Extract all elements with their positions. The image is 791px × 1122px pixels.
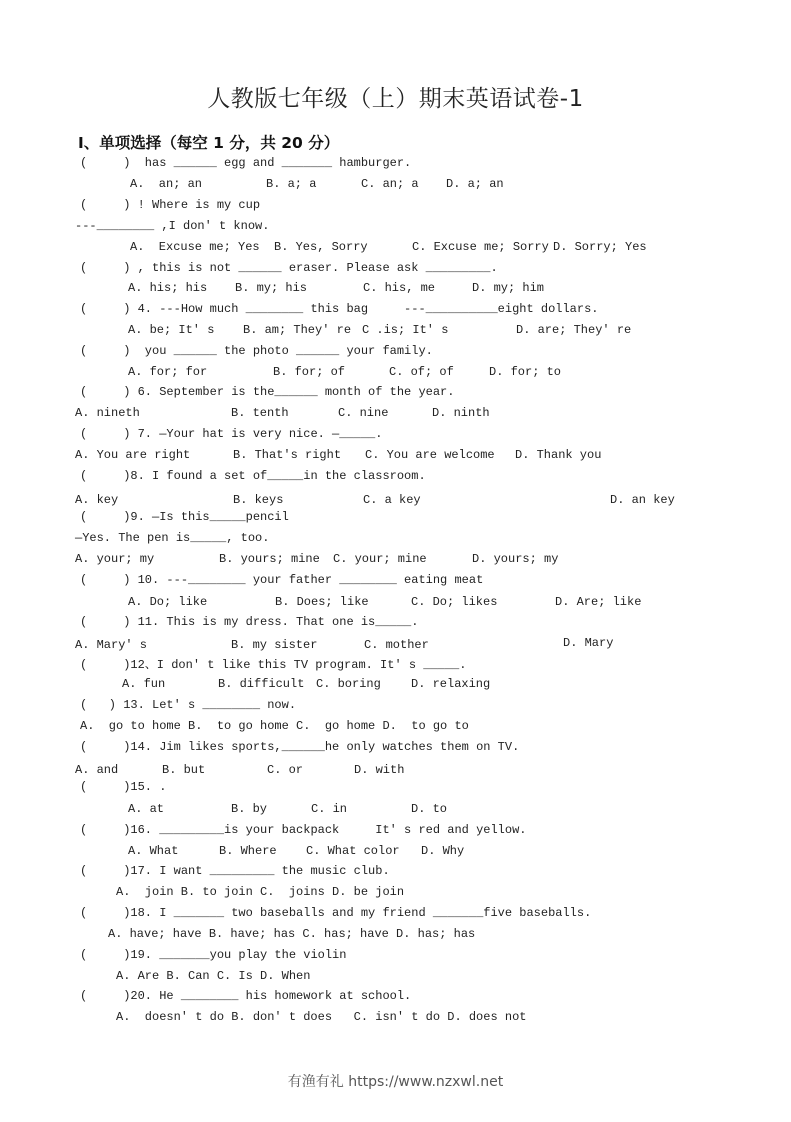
option: B. Does; like (275, 595, 369, 609)
option: D. for; to (489, 365, 562, 379)
option: C. nine (338, 406, 389, 420)
question-stem: ( ) 11. This is my dress. That one is_____. (80, 615, 419, 629)
option: D. to (411, 802, 448, 816)
question-stem: ( ) , this is not ______ eraser. Please ask _________. (80, 261, 498, 275)
option: C. in (311, 802, 348, 816)
option: A. You are right (75, 448, 191, 462)
question-stem: ( )12、I don' t like this TV program. It' s _____. (80, 658, 467, 672)
question-stem: ( ) 7. —Your hat is very nice. —_____. (80, 427, 383, 441)
option: D. yours; my (472, 552, 559, 566)
option: B. Yes, Sorry (274, 240, 368, 254)
option: A. Mary' s (75, 638, 148, 652)
option: C. a key (363, 493, 421, 507)
option: C. his, me (363, 281, 436, 295)
option: B. That's right (233, 448, 342, 462)
option: A. be; It' s (128, 323, 215, 337)
question-stem: ( )8. I found a set of_____in the classroom. (80, 469, 426, 483)
options-line: A. have; have B. have; has C. has; have D. has; has (108, 927, 476, 941)
option: A. nineth (75, 406, 140, 420)
question-stem-continued: —Yes. The pen is_____, too. (75, 531, 270, 545)
option: B. tenth (231, 406, 289, 420)
question-stem: ( ) you ______ the photo ______ your family. (80, 344, 433, 358)
page-title: 人教版七年级（上）期末英语试卷-1 (207, 86, 584, 112)
option: B. my sister (231, 638, 318, 652)
question-stem: ( )19. _______you play the violin (80, 948, 347, 962)
option: B. my; his (235, 281, 308, 295)
option: A. key (75, 493, 119, 507)
options-line: A. join B. to join C. joins D. be join (116, 885, 405, 899)
option: A. fun (122, 677, 166, 691)
option: B. difficult (218, 677, 305, 691)
question-stem: ( ) ! Where is my cup (80, 198, 261, 212)
option: D. Are; like (555, 595, 642, 609)
option: C. of; of (389, 365, 454, 379)
watermark-footer: 有渔有礼 https://www.nzxwl.net (287, 1074, 504, 1090)
question-stem-continued: ---________ ,I don' t know. (75, 219, 270, 233)
option: C. or (267, 763, 304, 777)
question-stem: ( )20. He ________ his homework at school. (80, 989, 412, 1003)
option: B. keys (233, 493, 284, 507)
option: D. ninth (432, 406, 490, 420)
option: B. by (231, 802, 268, 816)
option: B. for; of (273, 365, 346, 379)
question-stem: ( ) 4. ---How much ________ this bag ---__________eight dollars. (80, 302, 599, 316)
option: A. and (75, 763, 119, 777)
option: D. with (354, 763, 405, 777)
option: C. Do; likes (411, 595, 498, 609)
question-stem: ( )14. Jim likes sports,______he only watches them on TV. (80, 740, 520, 754)
option: A. What (128, 844, 179, 858)
question-stem: ( ) 13. Let' s ________ now. (80, 698, 297, 712)
question-stem: ( ) 6. September is the______ month of the year. (80, 385, 455, 399)
option: A. Excuse me; Yes (130, 240, 260, 254)
question-stem: ( )17. I want _________ the music club. (80, 864, 390, 878)
question-stem: ( )18. I _______ two baseballs and my friend _______five baseballs. (80, 906, 592, 920)
question-stem: ( )15. . (80, 780, 167, 794)
option: C. Excuse me; Sorry (412, 240, 549, 254)
option: A. an; an (130, 177, 203, 191)
option: A. your; my (75, 552, 155, 566)
option: D. Thank you (515, 448, 602, 462)
option: D. are; They' re (516, 323, 632, 337)
option: D. my; him (472, 281, 545, 295)
option: B. but (162, 763, 206, 777)
option: D. Sorry; Yes (553, 240, 647, 254)
option: C. What color (306, 844, 400, 858)
option: D. Why (421, 844, 465, 858)
option: B. Where (219, 844, 277, 858)
question-stem: ( ) 10. ---________ your father ________ eating meat (80, 573, 484, 587)
question-stem: ( )9. —Is this_____pencil (80, 510, 289, 524)
option: C. your; mine (333, 552, 427, 566)
options-line: A. go to home B. to go home C. go home D. to go to (80, 719, 469, 733)
option: A. his; his (128, 281, 208, 295)
option: C. mother (364, 638, 429, 652)
section-heading: I、单项选择（每空 1 分，共 20 分） (78, 134, 340, 152)
option: C. You are welcome (365, 448, 495, 462)
option: B. yours; mine (219, 552, 320, 566)
option: D. Mary (563, 636, 614, 650)
option: A. at (128, 802, 165, 816)
option: C .is; It' s (362, 323, 449, 337)
option: A. Do; like (128, 595, 208, 609)
question-stem: ( ) has ______ egg and _______ hamburger. (80, 156, 412, 170)
options-line: A. doesn' t do B. don' t does C. isn' t do D. does not (116, 1010, 527, 1024)
option: B. am; They' re (243, 323, 352, 337)
option: D. relaxing (411, 677, 491, 691)
option: C. an; a (361, 177, 419, 191)
options-line: A. Are B. Can C. Is D. When (116, 969, 311, 983)
option: D. a; an (446, 177, 504, 191)
option: C. boring (316, 677, 381, 691)
question-stem: ( )16. _________is your backpack It' s red and yellow. (80, 823, 527, 837)
option: A. for; for (128, 365, 208, 379)
option: B. a; a (266, 177, 317, 191)
option: D. an key (610, 493, 675, 507)
